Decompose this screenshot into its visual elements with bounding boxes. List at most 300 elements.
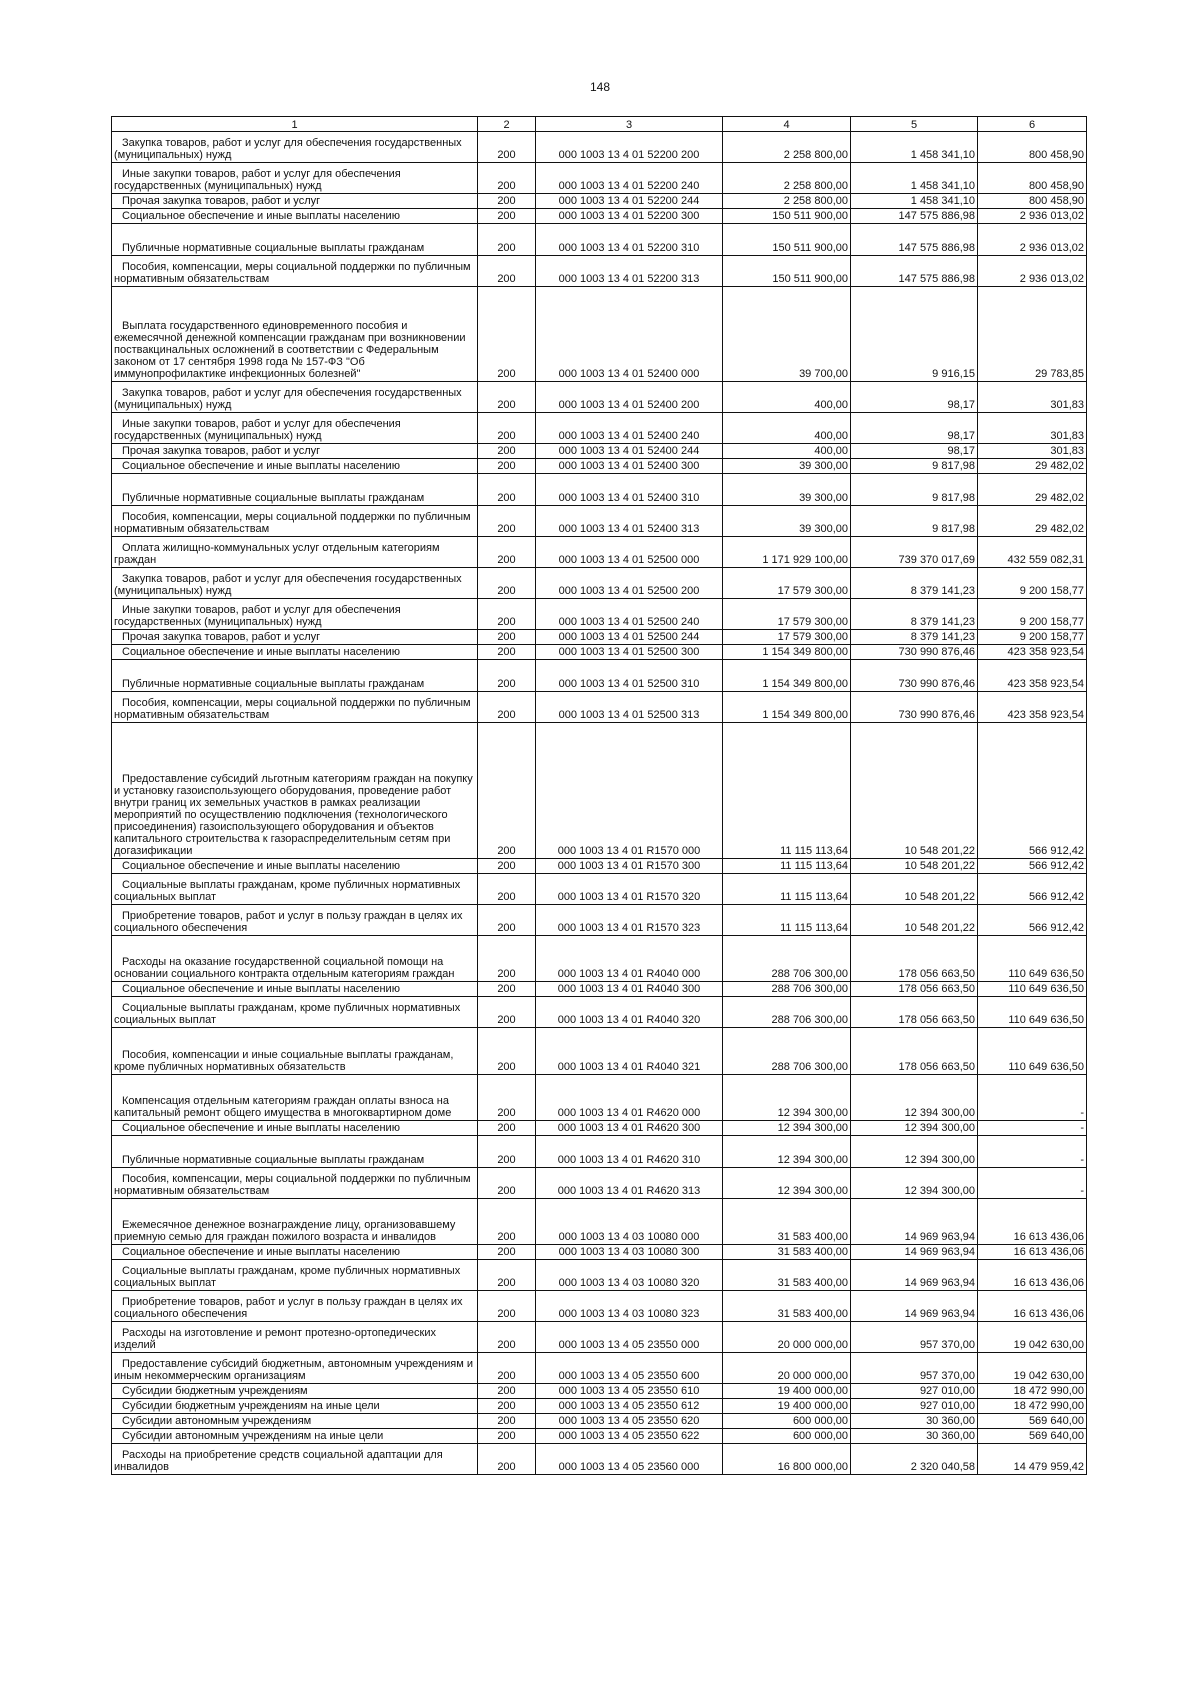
- row-name-cell: Публичные нормативные социальные выплаты гражданам: [112, 474, 478, 506]
- row-admin-code-cell: 200: [478, 723, 536, 859]
- row-approved-amount-cell: 1 171 929 100,00: [723, 537, 851, 568]
- row-approved-amount-cell: 12 394 300,00: [723, 1075, 851, 1121]
- row-admin-code-cell: 200: [478, 537, 536, 568]
- row-budget-code-cell: 000 1003 13 4 01 R4620 000: [536, 1075, 723, 1121]
- row-name-cell: Социальные выплаты гражданам, кроме публичных нормативных социальных выплат: [112, 874, 478, 905]
- row-budget-code-cell: 000 1003 13 4 01 52200 244: [536, 194, 723, 209]
- row-admin-code-cell: 200: [478, 1399, 536, 1414]
- row-budget-code-cell: 000 1003 13 4 03 10080 323: [536, 1291, 723, 1322]
- row-budget-code-cell: 000 1003 13 4 01 52400 300: [536, 459, 723, 474]
- row-unexecuted-amount-cell: -: [978, 1075, 1087, 1121]
- row-unexecuted-amount-cell: 29 482,02: [978, 474, 1087, 506]
- row-name-cell: Компенсация отдельным категориям граждан оплаты взноса на капитальный ремонт общего имущества в многоквартирном доме: [112, 1075, 478, 1121]
- row-name-cell: Социальное обеспечение и иные выплаты населению: [112, 209, 478, 224]
- row-admin-code-cell: 200: [478, 163, 536, 194]
- row-executed-amount-cell: 10 548 201,22: [851, 723, 978, 859]
- row-admin-code-cell: 200: [478, 1168, 536, 1199]
- row-approved-amount-cell: 400,00: [723, 413, 851, 444]
- row-budget-code-cell: 000 1003 13 4 01 52500 300: [536, 645, 723, 660]
- row-name-cell: Иные закупки товаров, работ и услуг для обеспечения государственных (муниципальных) нужд: [112, 163, 478, 194]
- row-admin-code-cell: 200: [478, 444, 536, 459]
- table-row: [112, 660, 1087, 692]
- row-approved-amount-cell: 12 394 300,00: [723, 1121, 851, 1136]
- table-row: [112, 287, 1087, 382]
- row-unexecuted-amount-cell: 9 200 158,77: [978, 599, 1087, 630]
- row-executed-amount-cell: 730 990 876,46: [851, 660, 978, 692]
- row-approved-amount-cell: 31 583 400,00: [723, 1199, 851, 1245]
- row-unexecuted-amount-cell: 19 042 630,00: [978, 1322, 1087, 1353]
- row-executed-amount-cell: 147 575 886,98: [851, 256, 978, 287]
- row-admin-code-cell: 200: [478, 1429, 536, 1444]
- row-admin-code-cell: 200: [478, 692, 536, 723]
- row-unexecuted-amount-cell: 16 613 436,06: [978, 1199, 1087, 1245]
- row-unexecuted-amount-cell: 110 649 636,50: [978, 982, 1087, 997]
- row-admin-code-cell: 200: [478, 1028, 536, 1075]
- row-unexecuted-amount-cell: -: [978, 1121, 1087, 1136]
- row-executed-amount-cell: 98,17: [851, 413, 978, 444]
- row-admin-code-cell: 200: [478, 1353, 536, 1384]
- row-approved-amount-cell: 12 394 300,00: [723, 1168, 851, 1199]
- row-unexecuted-amount-cell: 566 912,42: [978, 874, 1087, 905]
- table-row: [112, 1444, 1087, 1475]
- row-unexecuted-amount-cell: 301,83: [978, 413, 1087, 444]
- row-name-cell: Субсидии автономным учреждениям на иные цели: [112, 1429, 478, 1444]
- row-admin-code-cell: 200: [478, 1199, 536, 1245]
- row-executed-amount-cell: 9 817,98: [851, 474, 978, 506]
- row-approved-amount-cell: 31 583 400,00: [723, 1260, 851, 1291]
- table-row: [112, 599, 1087, 630]
- row-unexecuted-amount-cell: 110 649 636,50: [978, 997, 1087, 1028]
- row-approved-amount-cell: 20 000 000,00: [723, 1353, 851, 1384]
- row-budget-code-cell: 000 1003 13 4 01 R4040 300: [536, 982, 723, 997]
- row-approved-amount-cell: 288 706 300,00: [723, 1028, 851, 1075]
- table-row: [112, 723, 1087, 859]
- column-header: 6: [978, 117, 1087, 132]
- row-admin-code-cell: 200: [478, 1136, 536, 1168]
- row-unexecuted-amount-cell: 18 472 990,00: [978, 1399, 1087, 1414]
- row-name-cell: Расходы на изготовление и ремонт протезно-ортопедических изделий: [112, 1322, 478, 1353]
- row-approved-amount-cell: 19 400 000,00: [723, 1384, 851, 1399]
- table-row: [112, 1121, 1087, 1136]
- row-executed-amount-cell: 14 969 963,94: [851, 1245, 978, 1260]
- row-executed-amount-cell: 1 458 341,10: [851, 163, 978, 194]
- row-approved-amount-cell: 2 258 800,00: [723, 194, 851, 209]
- row-name-cell: Субсидии бюджетным учреждениям на иные цели: [112, 1399, 478, 1414]
- table-row: [112, 1399, 1087, 1414]
- row-approved-amount-cell: 17 579 300,00: [723, 630, 851, 645]
- row-name-cell: Публичные нормативные социальные выплаты гражданам: [112, 660, 478, 692]
- table-row: [112, 1168, 1087, 1199]
- table-row: [112, 905, 1087, 936]
- row-admin-code-cell: 200: [478, 1121, 536, 1136]
- row-budget-code-cell: 000 1003 13 4 01 R1570 000: [536, 723, 723, 859]
- column-number-row: [112, 117, 1087, 132]
- row-budget-code-cell: 000 1003 13 4 01 R1570 300: [536, 859, 723, 874]
- table-row: [112, 859, 1087, 874]
- row-executed-amount-cell: 10 548 201,22: [851, 859, 978, 874]
- page-number: 148: [589, 80, 611, 94]
- row-approved-amount-cell: 11 115 113,64: [723, 723, 851, 859]
- row-name-cell: Пособия, компенсации, меры социальной поддержки по публичным нормативным обязательствам: [112, 1168, 478, 1199]
- row-unexecuted-amount-cell: 16 613 436,06: [978, 1260, 1087, 1291]
- row-budget-code-cell: 000 1003 13 4 01 52500 244: [536, 630, 723, 645]
- row-name-cell: Публичные нормативные социальные выплаты гражданам: [112, 224, 478, 256]
- row-budget-code-cell: 000 1003 13 4 01 R1570 323: [536, 905, 723, 936]
- row-budget-code-cell: 000 1003 13 4 01 52400 200: [536, 382, 723, 413]
- column-header: 3: [536, 117, 723, 132]
- row-admin-code-cell: 200: [478, 1444, 536, 1475]
- row-admin-code-cell: 200: [478, 1245, 536, 1260]
- row-name-cell: Социальное обеспечение и иные выплаты населению: [112, 859, 478, 874]
- row-name-cell: Приобретение товаров, работ и услуг в пользу граждан в целях их социального обеспечения: [112, 1291, 478, 1322]
- row-admin-code-cell: 200: [478, 599, 536, 630]
- row-executed-amount-cell: 1 458 341,10: [851, 132, 978, 163]
- row-name-cell: Закупка товаров, работ и услуг для обеспечения государственных (муниципальных) нужд: [112, 382, 478, 413]
- table-row: [112, 1028, 1087, 1075]
- row-name-cell: Субсидии бюджетным учреждениям: [112, 1384, 478, 1399]
- row-budget-code-cell: 000 1003 13 4 01 R4040 321: [536, 1028, 723, 1075]
- row-admin-code-cell: 200: [478, 1075, 536, 1121]
- row-approved-amount-cell: 400,00: [723, 444, 851, 459]
- row-name-cell: Прочая закупка товаров, работ и услуг: [112, 630, 478, 645]
- row-name-cell: Иные закупки товаров, работ и услуг для обеспечения государственных (муниципальных) нужд: [112, 599, 478, 630]
- row-budget-code-cell: 000 1003 13 4 01 R4040 320: [536, 997, 723, 1028]
- row-unexecuted-amount-cell: 566 912,42: [978, 723, 1087, 859]
- row-name-cell: Расходы на оказание государственной социальной помощи на основании социального контракта отдельным категориям граждан: [112, 936, 478, 982]
- row-budget-code-cell: 000 1003 13 4 05 23550 610: [536, 1384, 723, 1399]
- row-unexecuted-amount-cell: 423 358 923,54: [978, 692, 1087, 723]
- row-executed-amount-cell: 10 548 201,22: [851, 905, 978, 936]
- row-approved-amount-cell: 17 579 300,00: [723, 568, 851, 599]
- row-name-cell: Социальное обеспечение и иные выплаты населению: [112, 645, 478, 660]
- row-admin-code-cell: 200: [478, 1260, 536, 1291]
- row-executed-amount-cell: 957 370,00: [851, 1322, 978, 1353]
- row-admin-code-cell: 200: [478, 859, 536, 874]
- row-approved-amount-cell: 288 706 300,00: [723, 982, 851, 997]
- table-row: [112, 413, 1087, 444]
- row-admin-code-cell: 200: [478, 413, 536, 444]
- row-name-cell: Публичные нормативные социальные выплаты гражданам: [112, 1136, 478, 1168]
- table-row: [112, 474, 1087, 506]
- row-budget-code-cell: 000 1003 13 4 01 52500 310: [536, 660, 723, 692]
- row-admin-code-cell: 200: [478, 936, 536, 982]
- row-executed-amount-cell: 178 056 663,50: [851, 997, 978, 1028]
- row-budget-code-cell: 000 1003 13 4 05 23550 000: [536, 1322, 723, 1353]
- column-header: 2: [478, 117, 536, 132]
- row-executed-amount-cell: 927 010,00: [851, 1384, 978, 1399]
- row-name-cell: Расходы на приобретение средств социальной адаптации для инвалидов: [112, 1444, 478, 1475]
- row-approved-amount-cell: 16 800 000,00: [723, 1444, 851, 1475]
- row-name-cell: Пособия, компенсации, меры социальной поддержки по публичным нормативным обязательствам: [112, 506, 478, 537]
- row-approved-amount-cell: 150 511 900,00: [723, 209, 851, 224]
- row-approved-amount-cell: 39 700,00: [723, 287, 851, 382]
- row-admin-code-cell: 200: [478, 568, 536, 599]
- table-row: [112, 874, 1087, 905]
- row-budget-code-cell: 000 1003 13 4 01 R4620 300: [536, 1121, 723, 1136]
- row-executed-amount-cell: 14 969 963,94: [851, 1291, 978, 1322]
- table-row: [112, 256, 1087, 287]
- row-executed-amount-cell: 2 320 040,58: [851, 1444, 978, 1475]
- row-unexecuted-amount-cell: 16 613 436,06: [978, 1245, 1087, 1260]
- row-name-cell: Иные закупки товаров, работ и услуг для обеспечения государственных (муниципальных) нужд: [112, 413, 478, 444]
- row-approved-amount-cell: 400,00: [723, 382, 851, 413]
- row-executed-amount-cell: 147 575 886,98: [851, 209, 978, 224]
- row-admin-code-cell: 200: [478, 382, 536, 413]
- row-budget-code-cell: 000 1003 13 4 01 52200 310: [536, 224, 723, 256]
- row-approved-amount-cell: 288 706 300,00: [723, 997, 851, 1028]
- row-budget-code-cell: 000 1003 13 4 01 52200 300: [536, 209, 723, 224]
- row-unexecuted-amount-cell: 800 458,90: [978, 132, 1087, 163]
- row-unexecuted-amount-cell: 432 559 082,31: [978, 537, 1087, 568]
- row-name-cell: Социальные выплаты гражданам, кроме публичных нормативных социальных выплат: [112, 997, 478, 1028]
- row-executed-amount-cell: 9 916,15: [851, 287, 978, 382]
- row-executed-amount-cell: 12 394 300,00: [851, 1168, 978, 1199]
- table-row: [112, 224, 1087, 256]
- row-budget-code-cell: 000 1003 13 4 01 R4620 310: [536, 1136, 723, 1168]
- table-row: [112, 194, 1087, 209]
- row-unexecuted-amount-cell: 423 358 923,54: [978, 660, 1087, 692]
- row-approved-amount-cell: 2 258 800,00: [723, 163, 851, 194]
- row-unexecuted-amount-cell: 800 458,90: [978, 194, 1087, 209]
- row-name-cell: Пособия, компенсации и иные социальные выплаты гражданам, кроме публичных нормативных обязательств: [112, 1028, 478, 1075]
- table-row: [112, 645, 1087, 660]
- row-budget-code-cell: 000 1003 13 4 01 52400 310: [536, 474, 723, 506]
- row-unexecuted-amount-cell: -: [978, 1168, 1087, 1199]
- row-executed-amount-cell: 12 394 300,00: [851, 1136, 978, 1168]
- row-executed-amount-cell: 98,17: [851, 444, 978, 459]
- row-executed-amount-cell: 10 548 201,22: [851, 874, 978, 905]
- row-unexecuted-amount-cell: 566 912,42: [978, 905, 1087, 936]
- row-admin-code-cell: 200: [478, 874, 536, 905]
- table-row: [112, 1075, 1087, 1121]
- row-budget-code-cell: 000 1003 13 4 05 23560 000: [536, 1444, 723, 1475]
- row-executed-amount-cell: 178 056 663,50: [851, 936, 978, 982]
- row-executed-amount-cell: 178 056 663,50: [851, 982, 978, 997]
- row-budget-code-cell: 000 1003 13 4 01 52400 000: [536, 287, 723, 382]
- row-approved-amount-cell: 1 154 349 800,00: [723, 660, 851, 692]
- table-row: [112, 1136, 1087, 1168]
- table-row: [112, 1260, 1087, 1291]
- row-executed-amount-cell: 957 370,00: [851, 1353, 978, 1384]
- budget-execution-table: [111, 116, 1087, 1475]
- row-budget-code-cell: 000 1003 13 4 01 52500 200: [536, 568, 723, 599]
- row-admin-code-cell: 200: [478, 997, 536, 1028]
- row-budget-code-cell: 000 1003 13 4 01 52400 244: [536, 444, 723, 459]
- row-executed-amount-cell: 12 394 300,00: [851, 1075, 978, 1121]
- row-name-cell: Социальное обеспечение и иные выплаты населению: [112, 1245, 478, 1260]
- row-approved-amount-cell: 39 300,00: [723, 506, 851, 537]
- row-admin-code-cell: 200: [478, 630, 536, 645]
- row-budget-code-cell: 000 1003 13 4 05 23550 620: [536, 1414, 723, 1429]
- row-admin-code-cell: 200: [478, 506, 536, 537]
- table-row: [112, 1353, 1087, 1384]
- row-approved-amount-cell: 20 000 000,00: [723, 1322, 851, 1353]
- row-admin-code-cell: 200: [478, 660, 536, 692]
- row-budget-code-cell: 000 1003 13 4 05 23550 622: [536, 1429, 723, 1444]
- row-executed-amount-cell: 730 990 876,46: [851, 645, 978, 660]
- row-name-cell: Оплата жилищно-коммунальных услуг отдельным категориям граждан: [112, 537, 478, 568]
- row-unexecuted-amount-cell: 2 936 013,02: [978, 209, 1087, 224]
- table-row: [112, 459, 1087, 474]
- row-approved-amount-cell: 150 511 900,00: [723, 224, 851, 256]
- row-name-cell: Закупка товаров, работ и услуг для обеспечения государственных (муниципальных) нужд: [112, 568, 478, 599]
- row-unexecuted-amount-cell: 29 482,02: [978, 506, 1087, 537]
- row-unexecuted-amount-cell: 566 912,42: [978, 859, 1087, 874]
- table-row: [112, 982, 1087, 997]
- table-row: [112, 997, 1087, 1028]
- table-row: [112, 1414, 1087, 1429]
- row-name-cell: Предоставление субсидий льготным категориям граждан на покупку и установку газоиспользующего оборудования, проведение работ внутри границ их земельных участков в рамках реализации мероприятий по осуществлению подключения (технологического присоединения) газоиспользующего оборудования и объектов капитального строительства к газораспределительным сетям при догазификации: [112, 723, 478, 859]
- row-name-cell: Прочая закупка товаров, работ и услуг: [112, 444, 478, 459]
- row-admin-code-cell: 200: [478, 194, 536, 209]
- row-unexecuted-amount-cell: 2 936 013,02: [978, 256, 1087, 287]
- row-approved-amount-cell: 39 300,00: [723, 474, 851, 506]
- row-approved-amount-cell: 39 300,00: [723, 459, 851, 474]
- row-executed-amount-cell: 8 379 141,23: [851, 630, 978, 645]
- table-row: [112, 1245, 1087, 1260]
- row-executed-amount-cell: 1 458 341,10: [851, 194, 978, 209]
- row-executed-amount-cell: 8 379 141,23: [851, 568, 978, 599]
- table-row: [112, 1291, 1087, 1322]
- row-executed-amount-cell: 147 575 886,98: [851, 224, 978, 256]
- row-name-cell: Пособия, компенсации, меры социальной поддержки по публичным нормативным обязательствам: [112, 256, 478, 287]
- row-name-cell: Социальное обеспечение и иные выплаты населению: [112, 1121, 478, 1136]
- row-unexecuted-amount-cell: -: [978, 1136, 1087, 1168]
- row-budget-code-cell: 000 1003 13 4 01 52200 313: [536, 256, 723, 287]
- row-name-cell: Приобретение товаров, работ и услуг в пользу граждан в целях их социального обеспечения: [112, 905, 478, 936]
- row-name-cell: Субсидии автономным учреждениям: [112, 1414, 478, 1429]
- row-budget-code-cell: 000 1003 13 4 01 52400 313: [536, 506, 723, 537]
- row-name-cell: Социальные выплаты гражданам, кроме публичных нормативных социальных выплат: [112, 1260, 478, 1291]
- table-row: [112, 1199, 1087, 1245]
- row-executed-amount-cell: 30 360,00: [851, 1429, 978, 1444]
- row-budget-code-cell: 000 1003 13 4 01 R4040 000: [536, 936, 723, 982]
- row-budget-code-cell: 000 1003 13 4 01 52200 200: [536, 132, 723, 163]
- row-admin-code-cell: 200: [478, 459, 536, 474]
- row-admin-code-cell: 200: [478, 256, 536, 287]
- row-unexecuted-amount-cell: 301,83: [978, 444, 1087, 459]
- row-budget-code-cell: 000 1003 13 4 01 52500 313: [536, 692, 723, 723]
- row-admin-code-cell: 200: [478, 982, 536, 997]
- row-executed-amount-cell: 14 969 963,94: [851, 1199, 978, 1245]
- row-unexecuted-amount-cell: 569 640,00: [978, 1414, 1087, 1429]
- row-budget-code-cell: 000 1003 13 4 01 52500 000: [536, 537, 723, 568]
- row-name-cell: Ежемесячное денежное вознаграждение лицу, организовавшему приемную семью для граждан пожилого возраста и инвалидов: [112, 1199, 478, 1245]
- row-unexecuted-amount-cell: 301,83: [978, 382, 1087, 413]
- row-unexecuted-amount-cell: 9 200 158,77: [978, 630, 1087, 645]
- table-row: [112, 537, 1087, 568]
- row-executed-amount-cell: 12 394 300,00: [851, 1121, 978, 1136]
- row-name-cell: Предоставление субсидий бюджетным, автономным учреждениям и иным некоммерческим организациям: [112, 1353, 478, 1384]
- row-budget-code-cell: 000 1003 13 4 03 10080 300: [536, 1245, 723, 1260]
- row-budget-code-cell: 000 1003 13 4 05 23550 612: [536, 1399, 723, 1414]
- row-name-cell: Социальное обеспечение и иные выплаты населению: [112, 982, 478, 997]
- row-unexecuted-amount-cell: 800 458,90: [978, 163, 1087, 194]
- row-admin-code-cell: 200: [478, 905, 536, 936]
- row-executed-amount-cell: 8 379 141,23: [851, 599, 978, 630]
- row-name-cell: Социальное обеспечение и иные выплаты населению: [112, 459, 478, 474]
- row-approved-amount-cell: 19 400 000,00: [723, 1399, 851, 1414]
- row-approved-amount-cell: 31 583 400,00: [723, 1245, 851, 1260]
- row-unexecuted-amount-cell: 18 472 990,00: [978, 1384, 1087, 1399]
- row-unexecuted-amount-cell: 16 613 436,06: [978, 1291, 1087, 1322]
- row-unexecuted-amount-cell: 423 358 923,54: [978, 645, 1087, 660]
- table-row: [112, 1384, 1087, 1399]
- row-unexecuted-amount-cell: 9 200 158,77: [978, 568, 1087, 599]
- row-approved-amount-cell: 11 115 113,64: [723, 874, 851, 905]
- column-header: 4: [723, 117, 851, 132]
- row-unexecuted-amount-cell: 29 482,02: [978, 459, 1087, 474]
- row-executed-amount-cell: 14 969 963,94: [851, 1260, 978, 1291]
- row-executed-amount-cell: 730 990 876,46: [851, 692, 978, 723]
- row-executed-amount-cell: 9 817,98: [851, 506, 978, 537]
- row-unexecuted-amount-cell: 19 042 630,00: [978, 1353, 1087, 1384]
- row-admin-code-cell: 200: [478, 224, 536, 256]
- table-row: [112, 163, 1087, 194]
- row-approved-amount-cell: 1 154 349 800,00: [723, 645, 851, 660]
- row-executed-amount-cell: 927 010,00: [851, 1399, 978, 1414]
- row-unexecuted-amount-cell: 14 479 959,42: [978, 1444, 1087, 1475]
- row-budget-code-cell: 000 1003 13 4 01 52200 240: [536, 163, 723, 194]
- row-unexecuted-amount-cell: 110 649 636,50: [978, 936, 1087, 982]
- row-executed-amount-cell: 739 370 017,69: [851, 537, 978, 568]
- table-row: [112, 382, 1087, 413]
- row-admin-code-cell: 200: [478, 1384, 536, 1399]
- row-name-cell: Закупка товаров, работ и услуг для обеспечения государственных (муниципальных) нужд: [112, 132, 478, 163]
- row-approved-amount-cell: 600 000,00: [723, 1429, 851, 1444]
- row-unexecuted-amount-cell: 29 783,85: [978, 287, 1087, 382]
- row-unexecuted-amount-cell: 110 649 636,50: [978, 1028, 1087, 1075]
- row-approved-amount-cell: 1 154 349 800,00: [723, 692, 851, 723]
- row-unexecuted-amount-cell: 569 640,00: [978, 1429, 1087, 1444]
- row-admin-code-cell: 200: [478, 1414, 536, 1429]
- row-budget-code-cell: 000 1003 13 4 03 10080 000: [536, 1199, 723, 1245]
- row-budget-code-cell: 000 1003 13 4 01 R1570 320: [536, 874, 723, 905]
- row-approved-amount-cell: 288 706 300,00: [723, 936, 851, 982]
- row-admin-code-cell: 200: [478, 209, 536, 224]
- row-admin-code-cell: 200: [478, 287, 536, 382]
- row-executed-amount-cell: 9 817,98: [851, 459, 978, 474]
- column-header: 5: [851, 117, 978, 132]
- row-admin-code-cell: 200: [478, 1322, 536, 1353]
- row-approved-amount-cell: 600 000,00: [723, 1414, 851, 1429]
- table-row: [112, 568, 1087, 599]
- table-body: [112, 132, 1087, 1475]
- row-approved-amount-cell: 12 394 300,00: [723, 1136, 851, 1168]
- row-budget-code-cell: 000 1003 13 4 05 23550 600: [536, 1353, 723, 1384]
- table-row: [112, 936, 1087, 982]
- row-approved-amount-cell: 31 583 400,00: [723, 1291, 851, 1322]
- row-approved-amount-cell: 17 579 300,00: [723, 599, 851, 630]
- table-row: [112, 1322, 1087, 1353]
- table-row: [112, 444, 1087, 459]
- row-approved-amount-cell: 11 115 113,64: [723, 905, 851, 936]
- table-row: [112, 209, 1087, 224]
- row-name-cell: Выплата государственного единовременного пособия и ежемесячной денежной компенсации гражданам при возникновении поствакцинальных осложнений в соответствии с Федеральным законом от 17 сентября 1998 года № 157-ФЗ "Об иммунопрофилактике инфекционных болезней": [112, 287, 478, 382]
- row-admin-code-cell: 200: [478, 132, 536, 163]
- row-budget-code-cell: 000 1003 13 4 03 10080 320: [536, 1260, 723, 1291]
- row-approved-amount-cell: 150 511 900,00: [723, 256, 851, 287]
- row-executed-amount-cell: 98,17: [851, 382, 978, 413]
- row-name-cell: Прочая закупка товаров, работ и услуг: [112, 194, 478, 209]
- table-row: [112, 630, 1087, 645]
- row-unexecuted-amount-cell: 2 936 013,02: [978, 224, 1087, 256]
- row-admin-code-cell: 200: [478, 1291, 536, 1322]
- row-executed-amount-cell: 30 360,00: [851, 1414, 978, 1429]
- table-row: [112, 1429, 1087, 1444]
- column-header: 1: [112, 117, 478, 132]
- row-budget-code-cell: 000 1003 13 4 01 R4620 313: [536, 1168, 723, 1199]
